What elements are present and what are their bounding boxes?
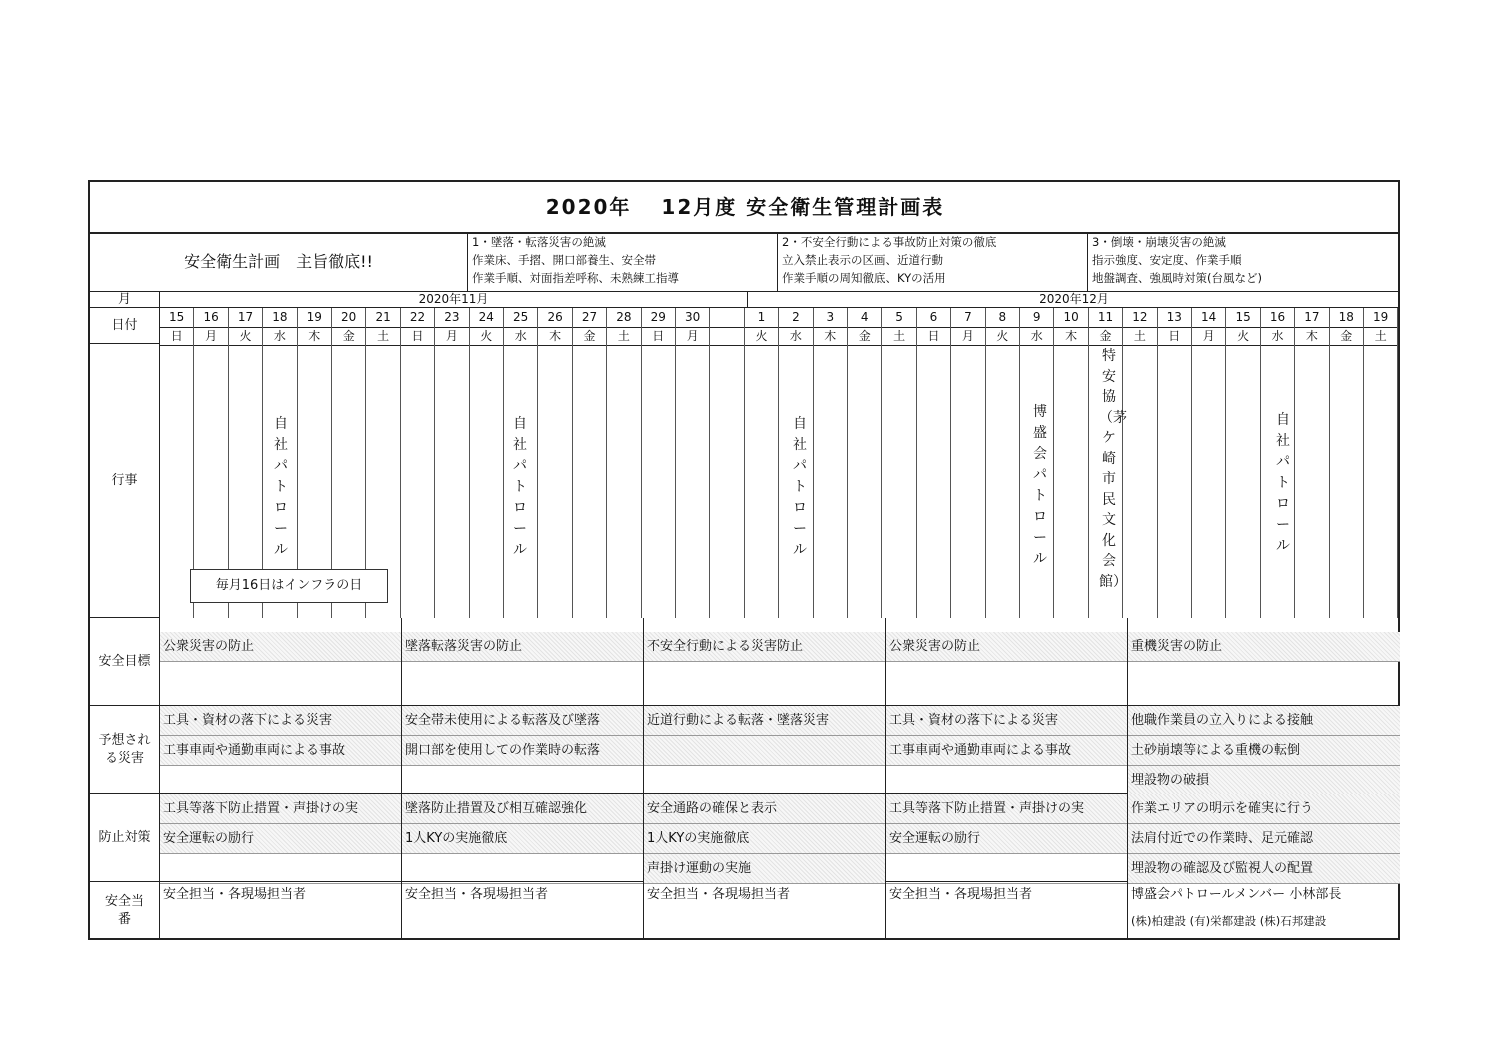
hazard-block (644, 706, 886, 793)
policy-box-3 (1088, 232, 1400, 292)
day-of-week: 火 (986, 328, 1019, 346)
goal-text: 墜落転落災害の防止 (402, 632, 643, 662)
day-number: 19 (1364, 308, 1397, 328)
hazard-text (886, 766, 1127, 796)
day-of-week: 日 (401, 328, 434, 346)
policy-line: 1・墜落・転落災害の絶滅 (472, 235, 606, 249)
day-of-week: 水 (1020, 328, 1053, 346)
prevention-text: 作業エリアの明示を確実に行う (1128, 794, 1400, 824)
prevention-text (886, 854, 1127, 884)
day-number: 5 (882, 308, 915, 328)
prevention-text (402, 854, 643, 884)
day-of-week: 日 (1158, 328, 1191, 346)
prevention-text: 安全運転の励行 (886, 824, 1127, 854)
day-number: 17 (229, 308, 262, 328)
day-of-week: 火 (745, 328, 778, 346)
day-column (435, 308, 469, 618)
label-events: 行事 (90, 344, 160, 618)
policy-line: 指示強度、安定度、作業手順 (1092, 253, 1242, 267)
day-of-week: 木 (1295, 328, 1328, 346)
day-of-week: 木 (1054, 328, 1087, 346)
day-number: 12 (1123, 308, 1156, 328)
policy-main: 安全衛生計画 主旨徹底!! (90, 232, 468, 292)
prevention-text: 1人KYの実施徹底 (644, 824, 885, 854)
day-column (745, 308, 779, 618)
day-of-week: 土 (607, 328, 640, 346)
hazard-text (402, 766, 643, 796)
day-number: 2 (779, 308, 812, 328)
policy-line: 3・倒壊・崩壊災害の絶滅 (1092, 235, 1226, 249)
day-number: 27 (573, 308, 606, 328)
day-number (710, 308, 743, 328)
day-of-week: 日 (642, 328, 675, 346)
day-column (607, 308, 641, 618)
day-column (573, 308, 607, 618)
hazard-text (644, 766, 885, 796)
prevention-text: 法肩付近での作業時、足元確認 (1128, 824, 1400, 854)
day-of-week: 水 (504, 328, 537, 346)
day-of-week: 火 (229, 328, 262, 346)
day-number: 11 (1089, 308, 1122, 328)
goal-block (1128, 618, 1400, 705)
day-column (710, 308, 744, 618)
day-number: 30 (676, 308, 709, 328)
day-column (401, 308, 435, 618)
day-column (986, 308, 1020, 618)
day-of-week: 月 (1192, 328, 1225, 346)
duty-block (402, 882, 644, 940)
event-hakurankai-dec9: 博盛会パトロール (1033, 404, 1047, 567)
prevention-text: 安全通路の確保と表示 (644, 794, 885, 824)
day-number: 6 (917, 308, 950, 328)
duty-text: 安全担当・各現場担当者 (163, 887, 307, 902)
goal-block (160, 618, 402, 705)
day-number: 26 (538, 308, 571, 328)
duty-text: 安全担当・各現場担当者 (405, 887, 549, 902)
label-prevention: 防止対策 (90, 794, 160, 882)
hazard-block (160, 706, 402, 793)
hazard-text: 埋設物の破損 (1128, 766, 1400, 796)
title-name: 安全衛生管理計画表 (746, 195, 945, 219)
day-of-week: 金 (1330, 328, 1363, 346)
prevention-text: 1人KYの実施徹底 (402, 824, 643, 854)
prevention-block (1128, 794, 1400, 881)
day-number: 15 (1226, 308, 1259, 328)
day-column (1226, 308, 1260, 618)
month-dec: 2020年12月 (748, 292, 1400, 308)
duty-text: 安全担当・各現場担当者 (647, 887, 791, 902)
day-of-week: 土 (1364, 328, 1397, 346)
hazard-text: 安全帯未使用による転落及び墜落 (402, 706, 643, 736)
day-of-week: 木 (298, 328, 331, 346)
day-of-week: 土 (366, 328, 399, 346)
day-of-week: 水 (263, 328, 296, 346)
day-of-week: 月 (951, 328, 984, 346)
day-column (951, 308, 985, 618)
infra-day-note: 毎月16日はインフラの日 (190, 569, 388, 603)
duty-text: (株)柏建設 (有)栄都建設 (株)石邦建設 (1131, 914, 1327, 928)
day-number: 20 (332, 308, 365, 328)
day-number: 21 (366, 308, 399, 328)
duty-block (1128, 882, 1400, 940)
day-number: 13 (1158, 308, 1191, 328)
day-of-week: 金 (848, 328, 881, 346)
title-month: 12月度 (661, 195, 738, 219)
hazard-block (402, 706, 644, 793)
day-of-week: 月 (435, 328, 468, 346)
goal-text: 重機災害の防止 (1128, 632, 1400, 662)
day-number: 4 (848, 308, 881, 328)
event-patrol-dec16: 自社パトロール (1276, 412, 1290, 554)
day-of-week: 木 (538, 328, 571, 346)
goal-section (160, 618, 1400, 706)
policy-line: 2・不安全行動による事故防止対策の徹底 (782, 235, 997, 249)
day-number: 1 (745, 308, 778, 328)
day-of-week: 金 (573, 328, 606, 346)
month-nov: 2020年11月 (160, 292, 748, 308)
page-title (90, 182, 1400, 234)
prevention-section (160, 794, 1400, 882)
day-of-week: 日 (160, 328, 193, 346)
prevention-text: 工具等落下防止措置・声掛けの実 (160, 794, 401, 824)
duty-block (644, 882, 886, 940)
day-column (1295, 308, 1329, 618)
prevention-block (160, 794, 402, 881)
prevention-text: 安全運転の励行 (160, 824, 401, 854)
day-number: 9 (1020, 308, 1053, 328)
day-column (882, 308, 916, 618)
hazard-block (1128, 706, 1400, 793)
hazard-text: 工具・資材の落下による災害 (886, 706, 1127, 736)
day-of-week: 火 (470, 328, 503, 346)
duty-text: 安全担当・各現場担当者 (889, 887, 1033, 902)
day-number: 16 (1261, 308, 1294, 328)
prevention-text: 墜落防止措置及び相互確認強化 (402, 794, 643, 824)
day-of-week: 水 (1261, 328, 1294, 346)
day-number: 8 (986, 308, 1019, 328)
day-of-week: 木 (814, 328, 847, 346)
safety-plan-sheet (88, 180, 1400, 940)
title-year: 2020年 (545, 195, 632, 219)
hazard-text (644, 736, 885, 766)
duty-section (160, 882, 1400, 940)
day-of-week: 金 (332, 328, 365, 346)
event-tokuankyo-dec11: 特安協（茅ケ崎市民文化会館） (1099, 348, 1127, 590)
day-number: 25 (504, 308, 537, 328)
day-number: 28 (607, 308, 640, 328)
day-column (538, 308, 572, 618)
goal-block (644, 618, 886, 705)
day-number: 18 (263, 308, 296, 328)
goal-block (402, 618, 644, 705)
hazard-text: 開口部を使用しての作業時の転落 (402, 736, 643, 766)
prevention-block (644, 794, 886, 881)
prevention-text (160, 854, 401, 884)
duty-text: 博盛会パトロールメンバー 小林部長 (1131, 887, 1342, 902)
hazard-text (160, 766, 401, 796)
goal-text: 不安全行動による災害防止 (644, 632, 885, 662)
day-of-week: 日 (917, 328, 950, 346)
day-column (676, 308, 710, 618)
label-goal: 安全目標 (90, 618, 160, 706)
day-of-week (710, 328, 743, 346)
day-column (642, 308, 676, 618)
day-number: 15 (160, 308, 193, 328)
day-number: 17 (1295, 308, 1328, 328)
day-number: 29 (642, 308, 675, 328)
event-patrol-dec2: 自社パトロール (793, 416, 807, 558)
day-of-week: 月 (676, 328, 709, 346)
policy-line: 地盤調査、強風時対策(台風など) (1092, 271, 1262, 285)
prevention-text: 声掛け運動の実施 (644, 854, 885, 884)
day-column (917, 308, 951, 618)
day-number: 16 (194, 308, 227, 328)
policy-box-2 (778, 232, 1088, 292)
day-number: 23 (435, 308, 468, 328)
day-of-week: 土 (882, 328, 915, 346)
prevention-block (402, 794, 644, 881)
hazard-text: 他職作業員の立入りによる接触 (1128, 706, 1400, 736)
day-number: 3 (814, 308, 847, 328)
goal-text: 公衆災害の防止 (160, 632, 401, 662)
day-of-week: 月 (194, 328, 227, 346)
day-column (1192, 308, 1226, 618)
day-number: 24 (470, 308, 503, 328)
hazard-text: 工具・資材の落下による災害 (160, 706, 401, 736)
day-column (470, 308, 504, 618)
label-date: 日付 (90, 308, 160, 344)
label-hazard: 予想される災害 (90, 706, 160, 794)
policy-line: 作業床、手摺、開口部養生、安全帯 (472, 253, 656, 267)
day-of-week: 土 (1123, 328, 1156, 346)
hazard-block (886, 706, 1128, 793)
goal-text: 公衆災害の防止 (886, 632, 1127, 662)
hazard-text: 工事車両や通勤車両による事故 (160, 736, 401, 766)
day-of-week: 金 (1089, 328, 1122, 346)
day-number: 14 (1192, 308, 1225, 328)
label-duty: 安全当番 (90, 882, 160, 940)
prevention-text: 工具等落下防止措置・声掛けの実 (886, 794, 1127, 824)
day-number: 22 (401, 308, 434, 328)
policy-line: 立入禁止表示の区画、近道行動 (782, 253, 943, 267)
day-column (1054, 308, 1088, 618)
day-number: 19 (298, 308, 331, 328)
prevention-text: 埋設物の確認及び監視人の配置 (1128, 854, 1400, 884)
day-number: 18 (1330, 308, 1363, 328)
prevention-block (886, 794, 1128, 881)
hazard-text: 工事車両や通勤車両による事故 (886, 736, 1127, 766)
goal-block (886, 618, 1128, 705)
day-column (1330, 308, 1364, 618)
day-number: 10 (1054, 308, 1087, 328)
hazard-text: 土砂崩壊等による重機の転倒 (1128, 736, 1400, 766)
day-column (848, 308, 882, 618)
event-patrol-nov18: 自社パトロール (274, 416, 288, 558)
day-number: 7 (951, 308, 984, 328)
policy-box-1 (468, 232, 778, 292)
day-column (1123, 308, 1157, 618)
duty-block (886, 882, 1128, 940)
policy-line: 作業手順、対面指差呼称、未熟練工指導 (472, 271, 679, 285)
day-column (1364, 308, 1398, 618)
day-of-week: 水 (779, 328, 812, 346)
duty-block (160, 882, 402, 940)
day-column (814, 308, 848, 618)
label-month: 月 (90, 292, 160, 308)
hazard-text: 近道行動による転落・墜落災害 (644, 706, 885, 736)
hazard-section (160, 706, 1400, 794)
policy-line: 作業手順の周知徹底、KYの活用 (782, 271, 946, 285)
day-of-week: 火 (1226, 328, 1259, 346)
day-column (1158, 308, 1192, 618)
event-patrol-nov25: 自社パトロール (513, 416, 527, 558)
